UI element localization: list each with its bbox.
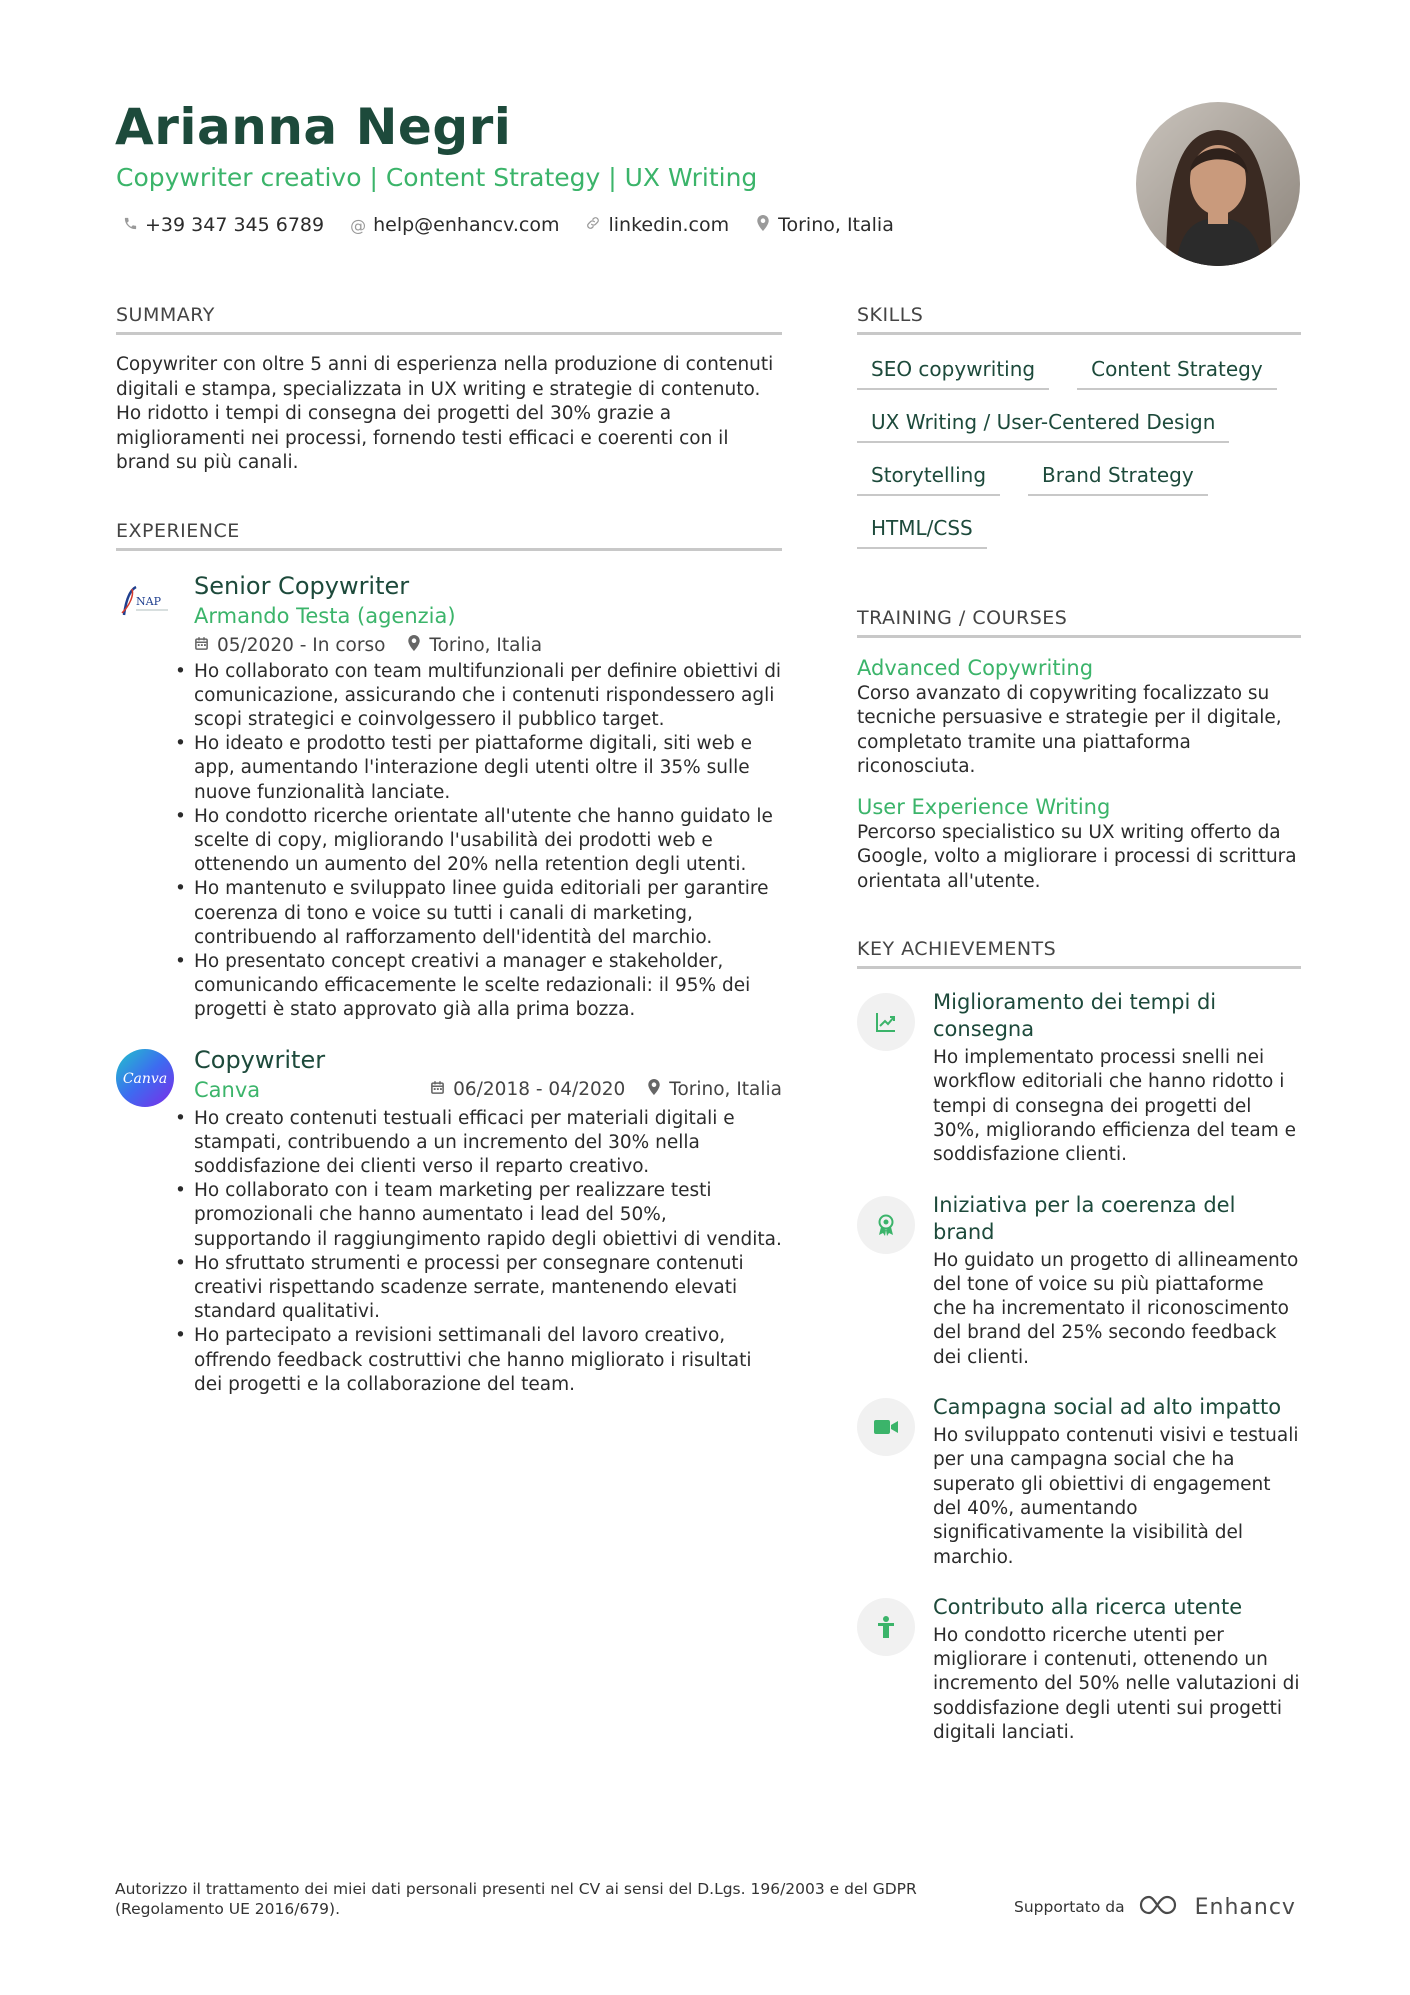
skill-tag: Brand Strategy bbox=[1028, 463, 1208, 496]
achievement-desc: Ho implementato processi snelli nei workflow editoriali che hanno ridotto i tempi di consegna dei progetti del 30%, migliorando efficienza del team e soddisfazione clienti. bbox=[933, 1047, 1297, 1166]
training-section bbox=[857, 607, 1301, 894]
experience-bullet: • Ho creato contenuti testuali efficaci per materiali digitali e stampati, contribuendo a un incremento del 30% nella soddisfazione dei clienti verso il reparto creativo. bbox=[166, 1107, 782, 1180]
achievement-desc: Ho condotto ricerche utenti per migliorare i contenuti, ottenendo un incremento del 50% nelle valutazioni di soddisfazione degli utenti sui progetti digitali lanciati. bbox=[933, 1624, 1300, 1744]
experience-bullets bbox=[166, 1107, 782, 1397]
skill-tag: UX Writing / User-Centered Design bbox=[857, 410, 1229, 443]
contact-phone-text: +39 347 345 6789 bbox=[145, 214, 325, 236]
experience-location bbox=[407, 633, 542, 659]
experience-bullet: • Ho mantenuto e sviluppato linee guida editoriali per garantire coerenza di tono e voice su tutti i canali di marketing, contribuendo al rafforzamento dell'identità del marchio. bbox=[166, 877, 782, 950]
contact-email[interactable] bbox=[350, 214, 559, 236]
experience-location-text: Torino, Italia bbox=[669, 1078, 782, 1100]
candidate-name: Arianna Negri bbox=[115, 98, 512, 156]
svg-text:NAP: NAP bbox=[136, 594, 161, 608]
experience-line bbox=[194, 1075, 782, 1105]
right-column bbox=[857, 304, 1301, 1745]
location-icon bbox=[647, 1077, 661, 1103]
contact-email-text: help@enhancv.com bbox=[373, 214, 560, 236]
experience-bullet: • Ho sfruttato strumenti e processi per consegnare contenuti creativi rispettando scadenze serrate, mantenendo elevati standard qualitativi. bbox=[166, 1252, 782, 1325]
experience-dates bbox=[430, 1077, 625, 1103]
contact-linkedin-text: linkedin.com bbox=[608, 214, 730, 236]
company-logo bbox=[116, 575, 174, 633]
calendar-icon bbox=[430, 1077, 445, 1103]
person-icon bbox=[857, 1598, 915, 1656]
experience-bullet: • Ho partecipato a revisioni settimanali del lavoro creativo, offrendo feedback costruttivi che hanno migliorato i risultati dei progetti e la collaborazione del team. bbox=[166, 1324, 782, 1397]
location-icon bbox=[755, 215, 771, 235]
contact-phone[interactable] bbox=[122, 214, 324, 236]
achievement-title: Campagna social ad alto impatto bbox=[933, 1395, 1282, 1420]
achievements-section bbox=[857, 938, 1301, 1745]
experience-bullet: • Ho ideato e prodotto testi per piattaforme digitali, siti web e app, aumentando l'interazione degli utenti oltre il 35% sulle nuove funzionalità lanciate. bbox=[166, 732, 782, 805]
candidate-headline: Copywriter creativo | Content Strategy | UX Writing bbox=[116, 163, 758, 192]
calendar-icon bbox=[194, 633, 209, 659]
experience-title: EXPERIENCE bbox=[116, 520, 782, 551]
at-icon: @ bbox=[350, 215, 367, 235]
contact-location-text: Torino, Italia bbox=[778, 214, 894, 236]
phone-icon bbox=[122, 216, 138, 235]
award-icon bbox=[857, 1196, 915, 1254]
skill-tag: SEO copywriting bbox=[857, 357, 1049, 390]
course-desc: Percorso specialistico su UX writing offerto da Google, volto a migliorare i processi di scrittura orientata all'utente. bbox=[857, 822, 1297, 892]
experience-location-text: Torino, Italia bbox=[429, 634, 543, 656]
course-item bbox=[857, 793, 1301, 894]
enhancv-logo-icon bbox=[1137, 1893, 1183, 1921]
contact-location bbox=[755, 214, 894, 236]
contact-bar bbox=[122, 214, 894, 236]
achievement-title: Iniziativa per la coerenza del brand bbox=[933, 1192, 1236, 1244]
experience-role: Copywriter bbox=[194, 1045, 326, 1074]
experience-item bbox=[116, 571, 782, 1023]
experience-dates-text: 05/2020 - In corso bbox=[217, 634, 386, 656]
skills-section bbox=[857, 304, 1301, 549]
experience-meta bbox=[430, 1077, 782, 1103]
experience-dates bbox=[194, 633, 385, 659]
summary-text: Copywriter con oltre 5 anni di esperienza nella produzione di contenuti digitali e stampa, specializzata in UX writing e strategie di contenuto. Ho ridotto i tempi di consegna dei progetti del 30% grazie a miglioramenti nei processi, fornendo testi efficaci e coerenti con il brand su più canali. bbox=[116, 354, 774, 473]
achievement-item bbox=[857, 1594, 1301, 1745]
experience-bullet: • Ho collaborato con i team marketing per realizzare testi promozionali che hanno aumentato i lead del 50%, supportando il raggiungimento rapido degli obiettivi di vendita. bbox=[166, 1179, 782, 1252]
skill-tag: Content Strategy bbox=[1077, 357, 1277, 390]
skill-tag: HTML/CSS bbox=[857, 516, 987, 549]
location-icon bbox=[407, 633, 421, 659]
contact-linkedin[interactable] bbox=[585, 214, 729, 236]
svg-text:Canva: Canva bbox=[122, 1070, 168, 1087]
experience-section bbox=[116, 520, 782, 1397]
left-column bbox=[116, 304, 782, 1397]
experience-role: Senior Copywriter bbox=[194, 571, 410, 600]
experience-location bbox=[647, 1077, 782, 1103]
achievement-item bbox=[857, 1192, 1301, 1370]
achievement-desc: Ho guidato un progetto di allineamento del tone of voice su più piattaforme che ha incrementato il riconoscimento del brand del 25% secondo feedback dei clienti. bbox=[933, 1249, 1299, 1368]
achievement-item bbox=[857, 1394, 1301, 1570]
course-item bbox=[857, 654, 1301, 779]
experience-company: Armando Testa (agenzia) bbox=[194, 603, 456, 628]
skills-list bbox=[857, 357, 1301, 549]
course-title: User Experience Writing bbox=[857, 795, 1111, 820]
brand-name: Enhancv bbox=[1194, 1894, 1296, 1920]
achievements-title: KEY ACHIEVEMENTS bbox=[857, 938, 1301, 969]
skill-tag: Storytelling bbox=[857, 463, 1000, 496]
experience-bullet: • Ho collaborato con team multifunzionali per definire obiettivi di comunicazione, assicurando che i contenuti rispondessero agli scopi strategici e coinvolgessero il pubblico target. bbox=[166, 660, 782, 733]
experience-bullet: • Ho presentato concept creativi a manager e stakeholder, comunicando efficacemente le scelte redazionali: il 95% dei progetti è stato approvato già alla prima bozza. bbox=[166, 950, 782, 1023]
summary-section bbox=[116, 304, 782, 476]
achievement-item bbox=[857, 989, 1301, 1167]
achievement-title: Miglioramento dei tempi di consegna bbox=[933, 990, 1217, 1042]
course-desc: Corso avanzato di copywriting focalizzato su tecniche persuasive e strategie per il digitale, completato tramite una piattaforma riconosciuta. bbox=[857, 683, 1282, 777]
achievement-title: Contributo alla ricerca utente bbox=[933, 1594, 1243, 1619]
experience-bullet: • Ho condotto ricerche orientate all'utente che hanno guidato le scelte di copy, migliorando l'usabilità dei prodotti web e ottenendo un aumento del 20% nella retention degli utenti. bbox=[166, 805, 782, 878]
skills-title: SKILLS bbox=[857, 304, 1301, 335]
powered-by-label: Supportato da bbox=[1014, 1898, 1125, 1916]
summary-title: SUMMARY bbox=[116, 304, 782, 335]
company-logo bbox=[116, 1049, 174, 1107]
experience-bullets bbox=[166, 660, 782, 1023]
experience-item bbox=[116, 1045, 782, 1397]
profile-photo bbox=[1136, 102, 1300, 266]
experience-meta bbox=[194, 633, 782, 659]
link-icon bbox=[585, 215, 601, 235]
achievement-desc: Ho sviluppato contenuti visivi e testuali per una campagna social che ha superato gli obiettivi di engagement del 40%, aumentando significativamente la visibilità del marchio. bbox=[933, 1425, 1299, 1568]
experience-dates-text: 06/2018 - 04/2020 bbox=[453, 1078, 626, 1100]
chart-line-icon bbox=[857, 993, 915, 1051]
course-title: Advanced Copywriting bbox=[857, 656, 1094, 680]
powered-by[interactable] bbox=[1014, 1893, 1296, 1921]
experience-company: Canva bbox=[194, 1077, 261, 1102]
video-camera-icon bbox=[857, 1398, 915, 1456]
gdpr-consent: Autorizzo il trattamento dei miei dati personali presenti nel CV ai sensi del D.Lgs. 196/2003 e del GDPR (Regolamento UE 2016/679). bbox=[115, 1880, 917, 1918]
training-title: TRAINING / COURSES bbox=[857, 607, 1301, 638]
